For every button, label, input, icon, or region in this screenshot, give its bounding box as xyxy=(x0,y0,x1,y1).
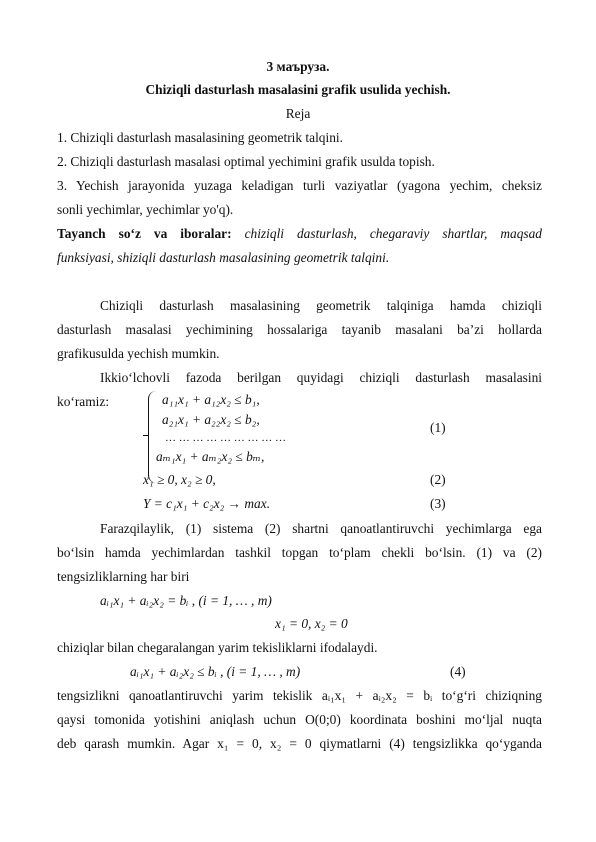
plan-item-3-cont: sonli yechimlar, yechimlar yo'q). xyxy=(57,202,234,217)
plan-heading: Reja xyxy=(285,106,311,121)
system-row-1: a₁₁x₁ + a₁₂x₂ ≤ b₁, xyxy=(162,392,260,407)
equation-tag-3: (3) xyxy=(430,496,446,511)
para5-line-3: deb qarash mumkin. Agar x₁ = 0, x₂ = 0 qiymatlarni (4) tengsizlikka qo‘yganda xyxy=(57,736,542,751)
para1-line-3: grafikusulda yechish mumkin. xyxy=(57,346,220,361)
para4: chiziqlar bilan chegaralangan yarim tekisliklarni ifodalaydi. xyxy=(57,640,378,655)
para5-line-2: qaysi tomonida yotishini aniqlash uchun O(0;0) koordinata boshini mo‘ljal nuqta xyxy=(57,712,542,727)
inequality-4: aᵢ₁x₁ + aᵢ₂x₂ ≤ bᵢ , (i = 1, … , m) xyxy=(130,664,301,679)
para2-line-2: ko‘ramiz: xyxy=(57,394,110,409)
system-brace xyxy=(148,391,157,483)
system-row-4: aₘ₁x₁ + aₘ₂x₂ ≤ bₘ, xyxy=(156,449,265,464)
system-row-2: a₂₁x₁ + a₂₂x₂ ≤ b₂, xyxy=(162,412,260,427)
para3-line-1: Farazqilaylik, (1) sistema (2) shartni qanoatlantiruvchi yechimlarga ega xyxy=(100,521,542,536)
para5-line-1: tengsizlikni qanoatlantiruvchi yarim tekislik aᵢ₁x₁ + aᵢ₂x₂ = bᵢ to‘g‘ri chiziqning xyxy=(57,688,542,703)
plan-item-2: 2. Chiziqli dasturlash masalasi optimal yechimini grafik usulda topish. xyxy=(57,154,435,169)
para1-line-2: dasturlash masalasi yechimining hossalariga tayanib masalani ba’zi hollarda xyxy=(57,322,542,337)
document-title: Chiziqli dasturlash masalasini grafik usulida yechish. xyxy=(145,82,451,97)
plan-item-1: 1. Chiziqli dasturlash masalasining geometrik talqini. xyxy=(57,130,343,145)
nonnegativity-condition: x₁ ≥ 0, x₂ ≥ 0, xyxy=(143,472,216,487)
para3-line-2: bo‘lsin hamda yechimlardan tashkil topgan to‘plam chekli bo‘lsin. (1) va (2) xyxy=(57,545,542,560)
equation-tag-2: (2) xyxy=(430,472,446,487)
keywords-text-1: chiziqli dasturlash, chegaraviy shartlar, maqsad xyxy=(244,226,542,241)
plan-item-3: 3. Yechish jarayonida yuzaga keladigan turli vaziyatlar (yagona yechim, cheksiz xyxy=(57,178,542,193)
objective-function: Y = c₁x₁ + c₂x₂ → max. xyxy=(143,496,271,511)
keywords-line-1 xyxy=(57,226,542,242)
boundary-line-equation: aᵢ₁x₁ + aᵢ₂x₂ = bᵢ , (i = 1, … , m) xyxy=(100,593,272,608)
axes-equation: x₁ = 0, x₂ = 0 xyxy=(275,616,348,631)
para1-line-1: Chiziqli dasturlash masalasining geometrik talqiniga hamda chiziqli xyxy=(100,298,542,313)
equation-tag-1: (1) xyxy=(430,420,446,435)
para3-line-3: tengsizliklarning har biri xyxy=(57,569,190,584)
para2-line-1: Ikkio‘lchovli fazoda berilgan quyidagi chiziqli dasturlash masalasini xyxy=(100,370,542,385)
keywords-label: Tayanch so‘z va iboralar: xyxy=(57,226,232,241)
equation-tag-4: (4) xyxy=(450,664,466,679)
system-row-3: … … … … … … … … … xyxy=(165,432,286,444)
keywords-line-2: funksiyasi, shiziqli dasturlash masalasining geometrik talqini. xyxy=(57,250,390,265)
lecture-number: 3 маъруза. xyxy=(266,59,330,74)
